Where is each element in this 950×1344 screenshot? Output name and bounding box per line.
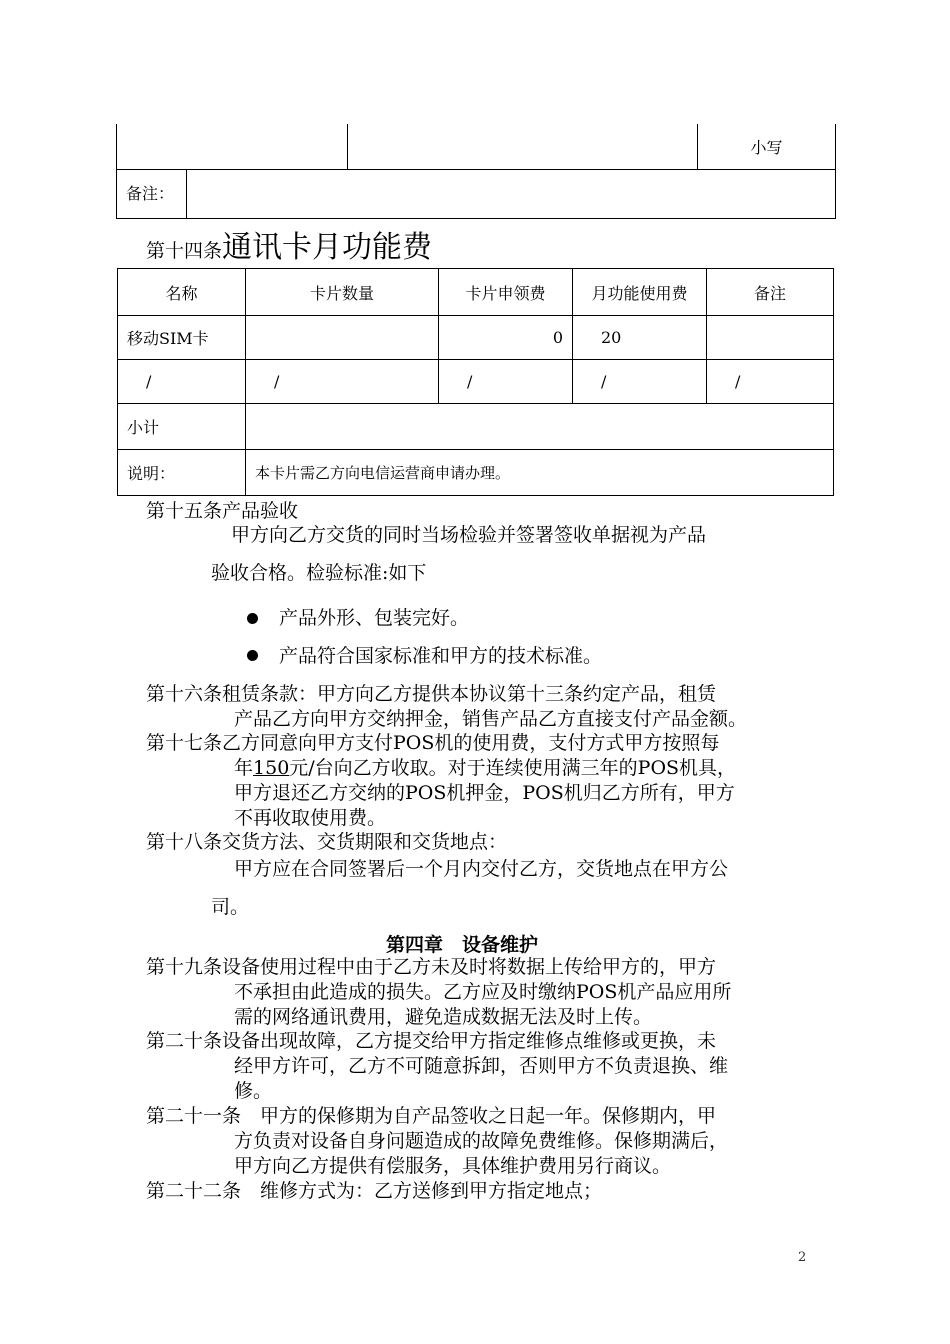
- article21-line3: 甲方向乙方提供有偿服务，具体维护费用另行商议。: [234, 1155, 672, 1177]
- article14-prefix: 第十四条: [146, 240, 223, 262]
- row2-name: /: [118, 360, 246, 404]
- article14-heading: [146, 222, 432, 266]
- header-card-application-fee: 卡片申领费: [439, 269, 573, 316]
- lowercase-amount-label: 小写: [698, 124, 836, 169]
- remarks-row: [117, 169, 836, 218]
- chapter4-heading: 第四章 设备维护: [386, 934, 539, 956]
- subtotal-label: 小计: [118, 404, 246, 450]
- article16-line1: 第十六条租赁条款：甲方向乙方提供本协议第十三条约定产品，租赁: [146, 683, 717, 705]
- article17-line2-pre: 年: [234, 757, 254, 779]
- article18-line3: 司。: [211, 896, 250, 918]
- article16-line2: 产品乙方向甲方交纳押金，销售产品乙方直接支付产品金额。: [234, 708, 748, 730]
- article15-title: 第十五条产品验收: [146, 500, 299, 522]
- header-monthly-fee: 月功能使用费: [573, 269, 707, 316]
- article19-line3: 需的网络通讯费用，避免造成数据无法及时上传。: [234, 1006, 653, 1028]
- top-table-empty-cell: [348, 124, 698, 169]
- remarks-label: 备注：: [117, 170, 187, 218]
- subtotal-value: [246, 404, 834, 450]
- row2-quantity: /: [246, 360, 439, 404]
- article15-line1: 甲方向乙方交货的同时当场检验并签署签收单据视为产品: [231, 524, 707, 546]
- bullet-icon: [247, 650, 258, 661]
- row2-remarks: /: [707, 360, 834, 404]
- article21-line2: 方负责对设备自身问题造成的故障免费维修。保修期满后，: [234, 1130, 729, 1152]
- row2-application-fee: /: [439, 360, 573, 404]
- header-name: 名称: [118, 269, 246, 316]
- bullet-icon: [247, 613, 258, 624]
- page-number: 2: [798, 1250, 807, 1265]
- article17-line1: 第十七条乙方同意向甲方支付POS机的使用费，支付方式甲方按照每: [146, 732, 720, 754]
- top-table: [116, 124, 836, 219]
- header-remarks: 备注: [707, 269, 834, 316]
- article21-line1: 第二十一条 甲方的保修期为自产品签收之日起一年。保修期内，甲: [146, 1105, 717, 1127]
- top-table-empty-cell: [117, 124, 348, 169]
- article17-line4: 不再收取使用费。: [234, 807, 387, 829]
- article22-line1: 第二十二条 维修方式为：乙方送修到甲方指定地点；: [146, 1180, 603, 1202]
- note-label: 说明：: [118, 450, 246, 496]
- article17-line3: 甲方退还乙方交纳的POS机押金，POS机归乙方所有，甲方: [234, 782, 735, 804]
- article20-line1: 第二十条设备出现故障，乙方提交给甲方指定维修点维修或更换，未: [146, 1030, 717, 1052]
- row1-name: 移动SIM卡: [118, 316, 246, 360]
- article19-line2: 不承担由此造成的损失。乙方应及时缴纳POS机产品应用所: [234, 981, 732, 1003]
- bullet-item: 产品符合国家标准和甲方的技术标准。: [279, 645, 603, 667]
- article17-line2-post: 元/台向乙方收取。对于连续使用满三年的POS机具，: [289, 757, 737, 779]
- article17-line2: [234, 756, 736, 780]
- article19-line1: 第十九条设备使用过程中由于乙方未及时将数据上传给甲方的，甲方: [146, 956, 717, 978]
- row1-quantity: [246, 316, 439, 360]
- article20-line2: 经甲方许可，乙方不可随意拆卸，否则甲方不负责退换、维: [234, 1055, 729, 1077]
- article15-line2: 验收合格。检验标准:如下: [211, 562, 427, 584]
- header-card-quantity: 卡片数量: [246, 269, 439, 316]
- fee-table: [117, 268, 834, 496]
- row1-remarks: [707, 316, 834, 360]
- row1-monthly-fee: 20: [573, 316, 707, 360]
- article18-line2: 甲方应在合同签署后一个月内交付乙方，交货地点在甲方公: [234, 858, 729, 880]
- row1-application-fee: 0: [439, 316, 573, 360]
- article18-line1: 第十八条交货方法、交货期限和交货地点：: [146, 831, 508, 853]
- article14-title: 通讯卡月功能费: [222, 230, 433, 265]
- row2-monthly-fee: /: [573, 360, 707, 404]
- bullet-item: 产品外形、包装完好。: [279, 607, 470, 629]
- article20-line3: 修。: [234, 1080, 273, 1102]
- usage-fee-amount: 150: [253, 757, 290, 779]
- note-text: 本卡片需乙方向电信运营商申请办理。: [246, 450, 834, 496]
